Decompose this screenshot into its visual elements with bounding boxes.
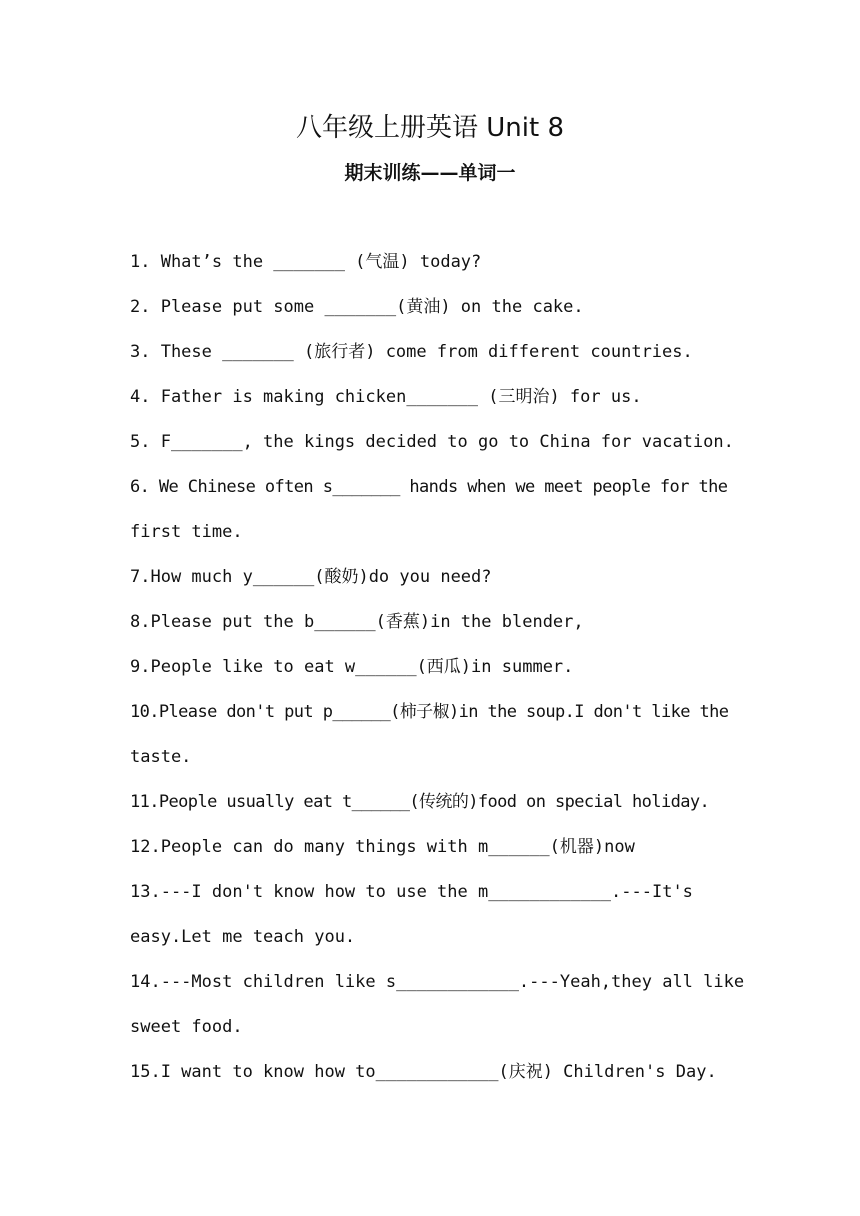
question-line: 8.Please put the b______(香蕉)in the blender, [130,612,584,632]
page-title: 八年级上册英语 Unit 8 [296,113,564,143]
question-line: 7.How much y______(酸奶)do you need? [130,567,492,587]
question-list [130,240,745,1095]
question-line: 11.People usually eat t______(传统的)food on special holiday. [130,792,710,812]
question-continuation: taste. [130,747,192,767]
question-line: 2. Please put some _______(黄油) on the cake. [130,297,584,317]
question-continuation: easy.Let me teach you. [130,927,356,947]
page-subtitle: 期末训练——单词一 [344,162,516,184]
question-line: 3. These _______ (旅行者) come from different countries. [130,342,693,362]
question-line: 13.---I don't know how to use the m____________.---It's [130,882,693,902]
question-line: 9.People like to eat w______(西瓜)in summer. [130,657,574,677]
question-line: 6. We Chinese often s_______ hands when we meet people for the [130,477,728,497]
question-continuation: sweet food. [130,1017,243,1037]
question-line: 1. What’s the _______ (气温) today? [130,252,482,272]
question-line: 12.People can do many things with m______(机器)now [130,837,635,857]
question-line: 4. Father is making chicken_______ (三明治) for us. [130,387,642,407]
question-line: 15.I want to know how to____________(庆祝) Children's Day. [130,1062,717,1082]
question-line: 10.Please don't put p______(柿子椒)in the soup.I don't like the [130,702,729,722]
question-line: 5. F_______, the kings decided to go to China for vacation. [130,432,734,452]
question-continuation: first time. [130,522,243,542]
question-line: 14.---Most children like s____________.---Yeah,they all like [130,972,745,992]
